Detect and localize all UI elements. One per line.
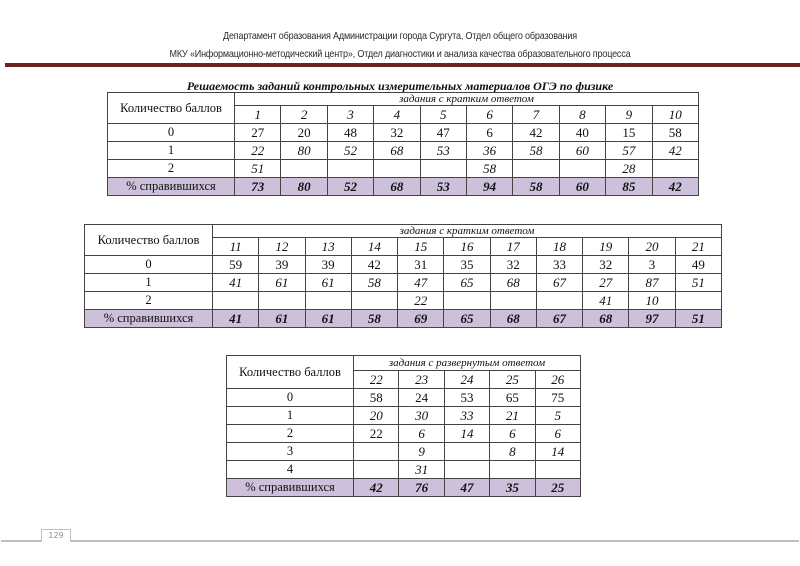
task-col: 26 xyxy=(535,371,580,389)
cell xyxy=(305,292,351,310)
table-row xyxy=(227,407,581,425)
cell: 35 xyxy=(444,256,490,274)
cell: 32 xyxy=(374,124,420,142)
task-col: 9 xyxy=(606,106,652,124)
results-table-short-2 xyxy=(84,224,722,328)
cell: 53 xyxy=(420,142,466,160)
cell: 6 xyxy=(466,124,512,142)
percent-row xyxy=(227,479,581,497)
cell: 39 xyxy=(259,256,305,274)
cell: 22 xyxy=(354,425,399,443)
cell: 67 xyxy=(536,274,582,292)
percent-cell: 85 xyxy=(606,178,652,196)
cell: 59 xyxy=(213,256,259,274)
cell xyxy=(351,292,397,310)
percent-cell: 25 xyxy=(535,479,580,497)
band-header: задания с развернутым ответом xyxy=(354,356,581,371)
task-col: 14 xyxy=(351,238,397,256)
band-header: задания с кратким ответом xyxy=(213,225,722,238)
cell xyxy=(535,461,580,479)
score-label: 1 xyxy=(227,407,354,425)
cell: 75 xyxy=(535,389,580,407)
task-col: 7 xyxy=(513,106,559,124)
percent-cell: 94 xyxy=(466,178,512,196)
cell: 14 xyxy=(535,443,580,461)
task-col: 13 xyxy=(305,238,351,256)
score-label: 1 xyxy=(108,142,235,160)
cell: 42 xyxy=(351,256,397,274)
score-label: 1 xyxy=(85,274,213,292)
task-col: 10 xyxy=(652,106,698,124)
percent-cell: 61 xyxy=(259,310,305,328)
table-row xyxy=(85,292,722,310)
cell xyxy=(281,160,327,178)
percent-row xyxy=(108,178,699,196)
row-header-cell: Количество баллов xyxy=(85,225,213,256)
cell xyxy=(327,160,373,178)
cell xyxy=(354,461,399,479)
cell: 5 xyxy=(535,407,580,425)
percent-cell: 58 xyxy=(351,310,397,328)
cell: 24 xyxy=(399,389,444,407)
cell: 48 xyxy=(327,124,373,142)
task-col: 3 xyxy=(327,106,373,124)
cell: 51 xyxy=(235,160,281,178)
cell: 21 xyxy=(490,407,535,425)
task-col: 17 xyxy=(490,238,536,256)
task-col: 22 xyxy=(354,371,399,389)
percent-cell: 69 xyxy=(398,310,444,328)
cell: 22 xyxy=(235,142,281,160)
cell: 61 xyxy=(305,274,351,292)
cell: 41 xyxy=(213,274,259,292)
percent-cell: 51 xyxy=(675,310,721,328)
cell xyxy=(675,292,721,310)
cell: 58 xyxy=(354,389,399,407)
percent-cell: 67 xyxy=(536,310,582,328)
cell: 6 xyxy=(399,425,444,443)
cell: 39 xyxy=(305,256,351,274)
task-col: 25 xyxy=(490,371,535,389)
row-header-cell: Количество баллов xyxy=(227,356,354,389)
task-col: 16 xyxy=(444,238,490,256)
percent-cell: 52 xyxy=(327,178,373,196)
cell xyxy=(420,160,466,178)
header-center: МКУ «Информационно-методический центр», Отдел диагностики и анализа качества образовательного процесса xyxy=(169,48,631,60)
cell: 28 xyxy=(606,160,652,178)
cell: 57 xyxy=(606,142,652,160)
table-row xyxy=(227,461,581,479)
cell: 10 xyxy=(629,292,675,310)
task-col: 24 xyxy=(444,371,489,389)
task-col: 11 xyxy=(213,238,259,256)
cell: 58 xyxy=(513,142,559,160)
percent-cell: 76 xyxy=(399,479,444,497)
cell: 31 xyxy=(398,256,444,274)
table-row xyxy=(227,425,581,443)
cell: 58 xyxy=(652,124,698,142)
row-header-cell: Количество баллов xyxy=(108,93,235,124)
cell: 3 xyxy=(629,256,675,274)
percent-cell: 65 xyxy=(444,310,490,328)
page-title: Решаемость заданий контрольных измерительных материалов ОГЭ по физике xyxy=(186,79,614,93)
cell: 6 xyxy=(490,425,535,443)
percent-cell: 68 xyxy=(490,310,536,328)
percent-cell: 97 xyxy=(629,310,675,328)
cell xyxy=(536,292,582,310)
task-col: 5 xyxy=(420,106,466,124)
cell: 58 xyxy=(351,274,397,292)
cell: 32 xyxy=(490,256,536,274)
task-col: 12 xyxy=(259,238,305,256)
footer-rule-right xyxy=(69,540,799,542)
cell: 42 xyxy=(652,142,698,160)
header-department: Департамент образования Администрации города Сургута, Отдел общего образования xyxy=(223,30,577,42)
cell xyxy=(213,292,259,310)
task-col: 8 xyxy=(559,106,605,124)
cell: 27 xyxy=(235,124,281,142)
cell: 53 xyxy=(444,389,489,407)
task-col: 15 xyxy=(398,238,444,256)
task-col: 1 xyxy=(235,106,281,124)
score-label: 4 xyxy=(227,461,354,479)
percent-cell: 53 xyxy=(420,178,466,196)
percent-cell: 42 xyxy=(652,178,698,196)
cell xyxy=(444,461,489,479)
cell xyxy=(559,160,605,178)
cell: 58 xyxy=(466,160,512,178)
cell: 80 xyxy=(281,142,327,160)
cell xyxy=(374,160,420,178)
cell: 47 xyxy=(398,274,444,292)
percent-cell: 68 xyxy=(374,178,420,196)
cell: 60 xyxy=(559,142,605,160)
footer-rule-left xyxy=(1,540,41,542)
cell xyxy=(444,443,489,461)
percent-cell: 61 xyxy=(305,310,351,328)
table-row xyxy=(85,256,722,274)
percent-cell: 60 xyxy=(559,178,605,196)
cell: 30 xyxy=(399,407,444,425)
percent-label: % справившихся xyxy=(85,310,213,328)
cell: 27 xyxy=(583,274,629,292)
cell xyxy=(652,160,698,178)
score-label: 2 xyxy=(108,160,235,178)
task-col: 19 xyxy=(583,238,629,256)
cell: 65 xyxy=(444,274,490,292)
cell: 6 xyxy=(535,425,580,443)
cell: 49 xyxy=(675,256,721,274)
cell xyxy=(354,443,399,461)
percent-label: % справившихся xyxy=(108,178,235,196)
cell: 9 xyxy=(399,443,444,461)
page-number: 129 xyxy=(41,529,71,542)
score-label: 2 xyxy=(85,292,213,310)
cell: 68 xyxy=(374,142,420,160)
cell: 65 xyxy=(490,389,535,407)
task-col: 4 xyxy=(374,106,420,124)
cell: 41 xyxy=(583,292,629,310)
cell: 51 xyxy=(675,274,721,292)
table-row xyxy=(227,443,581,461)
header-divider xyxy=(5,63,800,67)
percent-cell: 41 xyxy=(213,310,259,328)
cell xyxy=(490,461,535,479)
table-row xyxy=(108,160,699,178)
table-row xyxy=(85,274,722,292)
percent-cell: 58 xyxy=(513,178,559,196)
score-label: 0 xyxy=(108,124,235,142)
cell: 42 xyxy=(513,124,559,142)
percent-cell: 42 xyxy=(354,479,399,497)
score-label: 0 xyxy=(85,256,213,274)
cell xyxy=(444,292,490,310)
cell: 36 xyxy=(466,142,512,160)
percent-cell: 68 xyxy=(583,310,629,328)
results-table-extended xyxy=(226,355,581,497)
cell: 33 xyxy=(536,256,582,274)
cell: 87 xyxy=(629,274,675,292)
table-row xyxy=(108,124,699,142)
cell: 31 xyxy=(399,461,444,479)
cell: 8 xyxy=(490,443,535,461)
task-col: 2 xyxy=(281,106,327,124)
task-col: 23 xyxy=(399,371,444,389)
cell: 33 xyxy=(444,407,489,425)
cell: 20 xyxy=(354,407,399,425)
cell: 22 xyxy=(398,292,444,310)
cell: 47 xyxy=(420,124,466,142)
score-label: 2 xyxy=(227,425,354,443)
percent-cell: 80 xyxy=(281,178,327,196)
cell: 32 xyxy=(583,256,629,274)
percent-row xyxy=(85,310,722,328)
cell: 20 xyxy=(281,124,327,142)
table-row xyxy=(227,389,581,407)
cell: 14 xyxy=(444,425,489,443)
percent-cell: 35 xyxy=(490,479,535,497)
percent-label: % справившихся xyxy=(227,479,354,497)
cell: 15 xyxy=(606,124,652,142)
cell: 52 xyxy=(327,142,373,160)
percent-cell: 73 xyxy=(235,178,281,196)
cell: 61 xyxy=(259,274,305,292)
task-col: 20 xyxy=(629,238,675,256)
score-label: 0 xyxy=(227,389,354,407)
cell xyxy=(490,292,536,310)
task-col: 21 xyxy=(675,238,721,256)
percent-cell: 47 xyxy=(444,479,489,497)
table-row xyxy=(108,142,699,160)
results-table-short-1 xyxy=(107,92,699,196)
cell: 68 xyxy=(490,274,536,292)
cell xyxy=(259,292,305,310)
task-col: 18 xyxy=(536,238,582,256)
score-label: 3 xyxy=(227,443,354,461)
cell xyxy=(513,160,559,178)
band-header: задания с кратким ответом xyxy=(235,93,699,106)
cell: 40 xyxy=(559,124,605,142)
task-col: 6 xyxy=(466,106,512,124)
